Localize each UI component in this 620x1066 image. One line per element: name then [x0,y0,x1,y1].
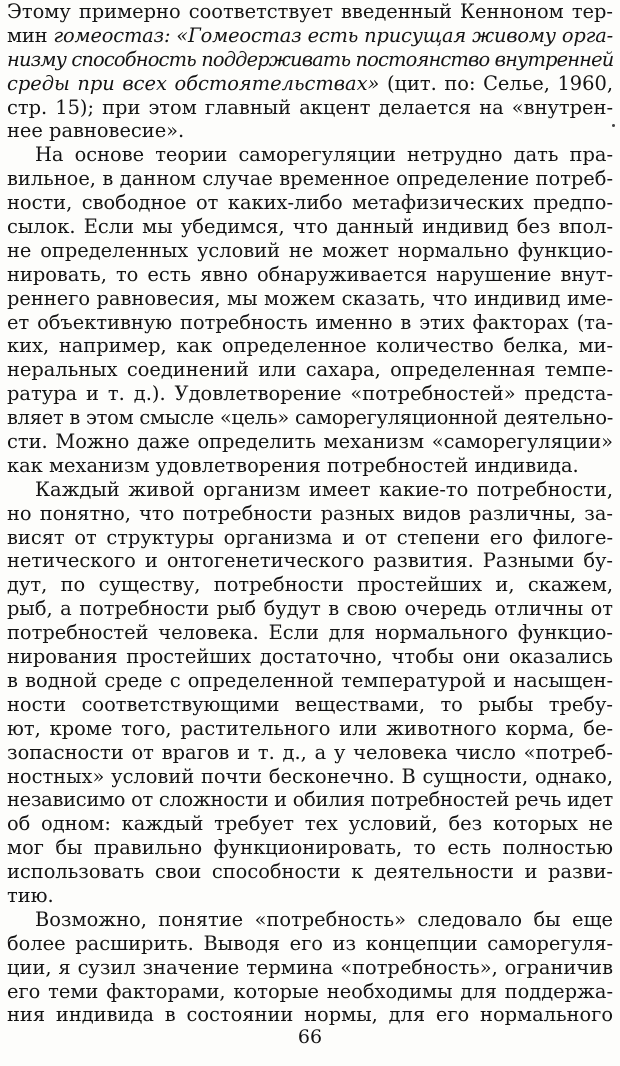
italic-text: низму способность поддерживать постоянство внутренней [7,47,614,71]
text-line [7,48,613,72]
text-run: вильное, в данном случае временное определение потреб- [7,167,613,191]
text-line [7,645,613,669]
text-run: стр. 15); при этом главный акцент делается на «внутрен- [7,95,613,119]
text-line [7,884,613,908]
text-line [7,96,613,120]
text-line [7,263,613,287]
text-run: ции, я сузил значение термина «потребность», ограничив [7,955,613,979]
text-run: ких, например, как определенное количество белка, ми- [7,334,613,358]
text-run: ния индивида в состоянии нормы, для его нормального [7,1003,613,1027]
text-run: нее равновесие». [7,119,185,143]
text-run: об одном: каждый требует тех условий, без которых не [7,812,613,836]
text-run: ности, свободное от каких-либо метафизических предпо- [7,191,613,215]
text-run: не определенных условий не может нормально функцио- [7,238,613,262]
text-line [7,24,613,48]
text-run: ет объективную потребность именно в этих факторах (та- [7,310,613,334]
text-run: мин [7,23,54,47]
text-line [7,191,613,215]
text-line [7,932,613,956]
text-line [7,526,613,550]
text-line [7,119,613,143]
text-run: Каждый живой организм имеет какие-то потребности, [35,477,613,501]
text-line [7,669,613,693]
text-run: мог бы правильно функционировать, то есть полностью [7,836,613,860]
text-run: независимо от сложности и обилия потребностей речь идет [7,788,613,812]
text-run: Возможно, понятие «потребность» следовало бы еще [35,907,613,931]
text-line [7,717,613,741]
ink-speck [612,124,615,127]
text-run: ют, кроме того, растительного или животного корма, бе- [7,716,613,740]
text-line [7,573,613,597]
text-line [7,287,613,311]
text-line [7,382,613,406]
text-line [7,812,613,836]
text-line [7,239,613,263]
body-text [7,0,613,1027]
text-run: сти. Можно даже определить механизм «саморегуляции» [7,430,613,454]
text-line [7,741,613,765]
text-run: в водной среде с определенной температурой и насыщен- [7,668,613,692]
text-line [7,215,613,239]
text-run: висят от структуры организма и от степени его филоге- [7,525,613,549]
text-run: более расширить. Выводя его из концепции саморегуля- [7,931,613,955]
text-line [7,0,613,24]
text-line [7,334,613,358]
text-line [7,430,613,454]
text-line [7,167,613,191]
text-run: вляет в этом смысле «цель» саморегуляционной деятельно- [7,406,614,430]
text-line [7,478,613,502]
text-run: но понятно, что потребности разных видов различны, за- [7,501,613,525]
text-run: нетического и онтогенетического развития. Разными бу- [7,549,613,573]
text-line [7,1003,613,1027]
text-line [7,311,613,335]
text-run: дут, по существу, потребности простейших и, скажем, [7,573,613,597]
italic-text: гомеостаз: «Гомеостаз есть присущая живому орга- [53,23,613,47]
paragraph [7,0,613,143]
text-run: (цит. по: Селье, 1960, [379,71,613,95]
text-run: рыб, а потребности рыб будут в свою очередь отличны от [7,597,613,621]
text-line [7,788,613,812]
text-run: потребностей человека. Если для нормального функцио- [7,621,613,645]
text-line [7,502,613,526]
text-run: ности соответствующими веществами, то рыбы требу- [7,692,613,716]
text-line [7,765,613,789]
text-line [7,549,613,573]
text-run: реннего равновесия, мы можем сказать, что индивид име- [7,286,613,310]
text-line [7,908,613,932]
text-line [7,836,613,860]
text-run: зопасности от врагов и т. д., а у человека число «потреб- [7,740,613,764]
text-line [7,358,613,382]
text-line [7,454,613,478]
text-run: нировать, то есть явно обнаруживается нарушение внут- [7,262,613,286]
text-run: его теми факторами, которые необходимы для поддержа- [7,979,613,1003]
text-run: неральных соединений или сахара, определенная темпе- [7,358,613,382]
text-line [7,956,613,980]
text-run: как механизм удовлетворения потребностей индивида. [7,453,579,477]
text-run: ностных» условий почти бесконечно. В сущности, однако, [7,764,613,788]
text-run: На основе теории саморегуляции нетрудно дать пра- [35,143,613,167]
text-run: нирования простейших достаточно, чтобы они оказались [7,645,613,669]
text-line [7,72,613,96]
text-line [7,980,613,1004]
text-run: использовать свои способности к деятельности и разви- [7,860,613,884]
paragraph [7,908,613,1027]
text-line [7,143,613,167]
text-line [7,406,613,430]
text-run: сылок. Если мы убедимся, что данный индивид без впол- [7,215,613,239]
text-line [7,621,613,645]
page-number: 66 [297,1026,323,1048]
text-run: ратура и т. д.). Удовлетворение «потребностей» предста- [7,382,613,406]
text-run: Этому примерно соответствует введенный Кенноном тер- [7,0,613,23]
text-line [7,693,613,717]
text-line [7,860,613,884]
paragraph [7,478,613,908]
italic-text: среды при всех обстоятельствах» [7,71,380,95]
text-line [7,597,613,621]
text-run: тию. [7,883,54,907]
paragraph [7,143,613,477]
